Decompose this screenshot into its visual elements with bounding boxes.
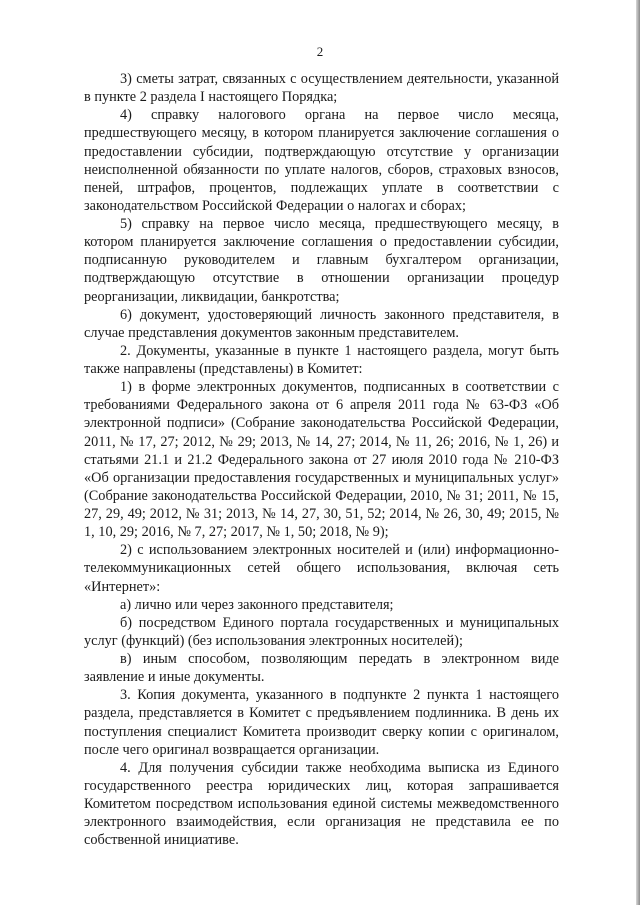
paragraph-item-3: 3) сметы затрат, связанных с осуществлением деятельности, указанной в пункте 2 раздела I настоящего Порядка;	[84, 71, 559, 106]
paragraph-subitem-v: в) иным способом, позволяющим передать в электронном виде заявление и иные документы.	[84, 651, 559, 686]
paragraph-subitem-a: а) лично или через законного представителя;	[120, 596, 394, 613]
paragraph-subitem-2: 2) с использованием электронных носителей и (или) информационно-телекоммуникационных сетей общего использования, включая сеть «Интернет»:	[84, 542, 559, 595]
scan-edge	[636, 0, 640, 905]
paragraph-item-5: 5) справку на первое число месяца, предшествующего месяцу, в котором планируется заключение соглашения о предоставлении субсидии, подписанную руководителем и главным бухгалтером организации, подтверждающую отсутствие в отношении организации процедур реорганизации, ликвидации, банкротства;	[84, 216, 559, 305]
paragraph-section-3: 3. Копия документа, указанного в подпункте 2 пункта 1 настоящего раздела, представляется в Комитет с предъявлением подлинника. В день их поступления специалист Комитета производит сверку копии с оригиналом, после чего оригинал возвращается организации.	[84, 687, 559, 758]
paragraph-item-6: 6) документ, удостоверяющий личность законного представителя, в случае представления документов законным представителем.	[84, 306, 559, 341]
paragraph-subitem-b: б) посредством Единого портала государственных и муниципальных услуг (функций) (без использования электронных носителей);	[84, 614, 559, 649]
paragraph-subitem-1: 1) в форме электронных документов, подписанных в соответствии с требованиями Федерального закона от 6 апреля 2011 года № 63-ФЗ «Об электронной подписи» (Собрание законодательства Российской Федерации, 2011, № 17, 27; 2012, № 29; 2013, № 14, 27; 2014, № 11, 26; 2016, № 1, 26) и статьями 21.1 и 21.2 Федерального закона от 27 июля 2010 года № 210-ФЗ «Об организации предоставления государственных и муниципальных услуг» (Собрание законодательства Российской Федерации, 2010, № 31; 2011, № 15, 27, 29, 49; 2012, № 31; 2013, № 14, 27, 30, 51, 52; 2014, № 26, 30, 49; 2015, № 1, 10, 29; 2016, № 7, 27; 2017, № 1, 50; 2018, № 9);	[84, 379, 559, 541]
paragraph-section-4: 4. Для получения субсидии также необходима выписка из Единого государственного реестра юридических лиц, которая запрашивается Комитетом посредством использования единой системы межведомственного электронного взаимодействия, если организация не представила ее по собственной инициативе.	[84, 759, 559, 849]
page-number: 2	[316, 44, 324, 59]
paragraph-section-2: 2. Документы, указанные в пункте 1 настоящего раздела, могут быть также направлены (представлены) в Комитет:	[84, 342, 559, 377]
document-body	[84, 70, 559, 849]
paragraph-item-4: 4) справку налогового органа на первое число месяца, предшествующего месяцу, в котором планируется заключение соглашения о предоставлении субсидии, подтверждающую отсутствие у организации неисполненной обязанности по уплате налогов, сборов, страховых взносов, пеней, штрафов, процентов, подлежащих уплате в соответствии с законодательством Российской Федерации о налогах и сборах;	[84, 107, 559, 214]
